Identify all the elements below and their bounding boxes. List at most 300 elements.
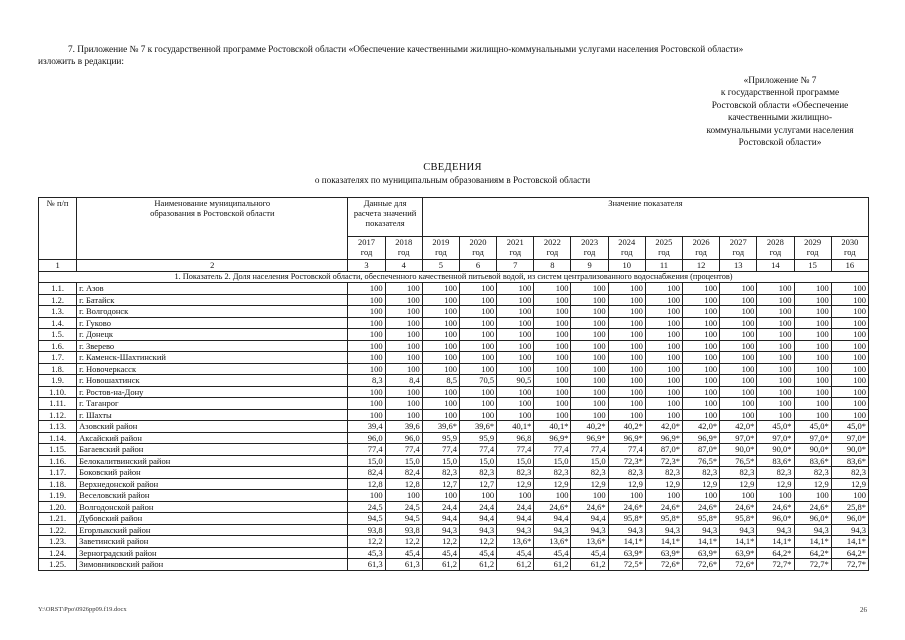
row-number: 1.8. (39, 363, 77, 375)
value-cell: 12,7 (422, 478, 459, 490)
value-cell: 94,3 (571, 524, 608, 536)
value-cell: 100 (422, 490, 459, 502)
value-cell: 96,0* (794, 513, 831, 525)
value-cell: 100 (608, 317, 645, 329)
value-cell: 96,9* (645, 432, 682, 444)
value-cell: 82,3 (645, 467, 682, 479)
value-cell: 100 (645, 375, 682, 387)
year-header (683, 237, 720, 260)
value-cell: 100 (348, 317, 385, 329)
value-cell: 100 (757, 375, 794, 387)
value-cell: 100 (757, 386, 794, 398)
column-number: 11 (645, 260, 682, 272)
table-row (39, 398, 869, 410)
year-label: 2023 (581, 237, 599, 247)
value-cell: 12,9 (831, 478, 868, 490)
value-cell: 100 (348, 352, 385, 364)
value-cell: 96,0 (348, 432, 385, 444)
value-cell: 100 (683, 386, 720, 398)
column-number: 16 (831, 260, 868, 272)
value-cell: 82,3 (720, 467, 757, 479)
value-cell: 100 (608, 306, 645, 318)
column-number: 6 (459, 260, 496, 272)
value-cell: 8,5 (422, 375, 459, 387)
value-cell: 72,3* (608, 455, 645, 467)
value-cell: 82,3 (757, 467, 794, 479)
value-cell: 100 (385, 352, 422, 364)
value-cell: 61,3 (385, 559, 422, 571)
value-cell: 100 (645, 363, 682, 375)
value-cell: 61,2 (422, 559, 459, 571)
table-row (39, 547, 869, 559)
value-cell: 100 (385, 409, 422, 421)
municipality-name: Дубовский район (77, 513, 348, 525)
value-cell: 95,9 (459, 432, 496, 444)
value-cell: 12,2 (459, 536, 496, 548)
intro-line-1: 7. Приложение № 7 к государственной программе Ростовской области «Обеспечение качественными жилищно-коммунальными услугами населения Ростовской области» (68, 45, 744, 55)
value-cell: 12,8 (385, 478, 422, 490)
value-cell: 87,0* (683, 444, 720, 456)
value-cell: 97,0* (720, 432, 757, 444)
value-cell: 100 (720, 329, 757, 341)
value-cell: 61,2 (459, 559, 496, 571)
value-cell: 100 (757, 283, 794, 295)
row-number: 1.18. (39, 478, 77, 490)
value-cell: 42,0* (720, 421, 757, 433)
column-number: 14 (757, 260, 794, 272)
value-cell: 100 (645, 340, 682, 352)
value-cell: 100 (831, 294, 868, 306)
value-cell: 100 (608, 294, 645, 306)
value-cell: 96,0* (757, 513, 794, 525)
value-cell: 15,0 (348, 455, 385, 467)
value-cell: 100 (459, 352, 496, 364)
value-cell: 72,7* (757, 559, 794, 571)
table-row (39, 478, 869, 490)
table-row (39, 352, 869, 364)
value-cell: 100 (497, 409, 534, 421)
value-cell: 100 (534, 294, 571, 306)
value-cell: 100 (608, 398, 645, 410)
year-header (608, 237, 645, 260)
table-row (39, 421, 869, 433)
column-number: 4 (385, 260, 422, 272)
municipality-name: Багаевский район (77, 444, 348, 456)
value-cell: 100 (534, 490, 571, 502)
value-cell: 100 (831, 317, 868, 329)
year-label: 2017 (358, 237, 376, 247)
value-cell: 95,8* (645, 513, 682, 525)
value-cell: 100 (422, 329, 459, 341)
value-cell: 24,6* (794, 501, 831, 513)
value-cell: 12,7 (459, 478, 496, 490)
appendix-line: «Приложение № 7 (743, 76, 817, 86)
table-row (39, 386, 869, 398)
value-cell: 14,1* (831, 536, 868, 548)
year-label: 2029 (804, 237, 822, 247)
value-cell: 100 (348, 294, 385, 306)
value-cell: 100 (683, 363, 720, 375)
table-row (39, 513, 869, 525)
value-cell: 100 (683, 398, 720, 410)
appendix-line: коммунальными услугами населения (706, 125, 854, 136)
year-unit: год (806, 247, 819, 257)
row-number: 1.7. (39, 352, 77, 364)
column-number: 5 (422, 260, 459, 272)
value-cell: 14,1* (720, 536, 757, 548)
value-cell: 97,0* (794, 432, 831, 444)
value-cell: 24,5 (348, 501, 385, 513)
value-cell: 8,3 (348, 375, 385, 387)
value-cell: 100 (757, 317, 794, 329)
value-cell: 100 (757, 340, 794, 352)
year-label: 2025 (655, 237, 673, 247)
value-cell: 97,0* (757, 432, 794, 444)
value-cell: 100 (459, 294, 496, 306)
value-cell: 100 (645, 398, 682, 410)
value-cell: 100 (720, 409, 757, 421)
value-cell: 100 (608, 375, 645, 387)
value-cell: 72,5* (608, 559, 645, 571)
year-label: 2021 (506, 237, 524, 247)
row-number: 1.9. (39, 375, 77, 387)
table-row (39, 340, 869, 352)
value-cell: 39,6 (385, 421, 422, 433)
municipality-name: Егорлыкский район (77, 524, 348, 536)
value-cell: 100 (645, 490, 682, 502)
value-cell: 83,6* (757, 455, 794, 467)
row-number: 1.20. (39, 501, 77, 513)
value-cell: 100 (348, 386, 385, 398)
value-cell: 96,9* (534, 432, 571, 444)
value-cell: 63,9* (645, 547, 682, 559)
value-cell: 100 (831, 398, 868, 410)
column-number: 1 (39, 260, 77, 272)
value-cell: 100 (794, 386, 831, 398)
value-cell: 100 (459, 329, 496, 341)
value-cell: 100 (422, 386, 459, 398)
value-cell: 100 (645, 386, 682, 398)
row-number: 1.5. (39, 329, 77, 341)
year-label: 2030 (841, 237, 859, 247)
value-cell: 100 (422, 352, 459, 364)
year-header (794, 237, 831, 260)
value-cell: 24,4 (497, 501, 534, 513)
value-cell: 95,8* (720, 513, 757, 525)
column-number: 8 (534, 260, 571, 272)
intro-line-2: изложить в редакции: (38, 57, 124, 67)
value-cell: 94,3 (422, 524, 459, 536)
column-number: 10 (608, 260, 645, 272)
value-cell: 100 (422, 409, 459, 421)
value-cell: 100 (534, 363, 571, 375)
year-header (645, 237, 682, 260)
year-unit: год (658, 247, 670, 257)
value-cell: 45,4 (459, 547, 496, 559)
value-cell: 94,4 (497, 513, 534, 525)
value-cell: 100 (497, 398, 534, 410)
value-cell: 94,3 (534, 524, 571, 536)
municipality-name: г. Новочеркасск (77, 363, 348, 375)
value-cell: 100 (422, 294, 459, 306)
value-cell: 94,3 (831, 524, 868, 536)
value-cell: 100 (422, 283, 459, 295)
value-cell: 13,6* (534, 536, 571, 548)
value-cell: 100 (534, 375, 571, 387)
value-cell: 42,0* (645, 421, 682, 433)
year-header (831, 237, 868, 260)
year-label: 2028 (766, 237, 784, 247)
value-cell: 82,3 (831, 467, 868, 479)
value-cell: 12,9 (794, 478, 831, 490)
value-cell: 100 (348, 398, 385, 410)
value-cell: 100 (645, 306, 682, 318)
value-cell: 90,5 (497, 375, 534, 387)
value-cell: 64,2* (831, 547, 868, 559)
value-cell: 100 (757, 294, 794, 306)
appendix-line: к государственной программе (720, 88, 840, 99)
value-cell: 100 (794, 409, 831, 421)
value-cell: 100 (831, 490, 868, 502)
value-cell: 12,9 (497, 478, 534, 490)
value-cell: 14,1* (608, 536, 645, 548)
municipality-name: г. Гуково (77, 317, 348, 329)
header-num: № п/п (39, 198, 77, 260)
value-cell: 100 (683, 409, 720, 421)
value-cell: 24,6* (534, 501, 571, 513)
value-cell: 100 (497, 490, 534, 502)
municipality-name: Веселовский район (77, 490, 348, 502)
value-cell: 82,3 (422, 467, 459, 479)
value-cell: 100 (422, 306, 459, 318)
value-cell: 14,1* (645, 536, 682, 548)
column-number: 15 (794, 260, 831, 272)
value-cell: 100 (497, 283, 534, 295)
value-cell: 100 (608, 329, 645, 341)
document-title: СВЕДЕНИЯ (423, 162, 482, 173)
value-cell: 100 (385, 340, 422, 352)
value-cell: 100 (683, 340, 720, 352)
header-name: Наименование муниципального образования в Ростовской области (77, 198, 348, 260)
value-cell: 100 (571, 363, 608, 375)
value-cell: 100 (385, 363, 422, 375)
value-cell: 14,1* (757, 536, 794, 548)
value-cell: 13,6* (571, 536, 608, 548)
value-cell: 100 (422, 398, 459, 410)
row-number: 1.25. (39, 559, 77, 571)
table-row (39, 306, 869, 318)
value-cell: 100 (571, 283, 608, 295)
value-cell: 94,5 (348, 513, 385, 525)
value-cell: 100 (497, 294, 534, 306)
value-cell: 100 (831, 340, 868, 352)
value-cell: 100 (459, 317, 496, 329)
value-cell: 24,6* (683, 501, 720, 513)
value-cell: 100 (534, 340, 571, 352)
value-cell: 100 (534, 317, 571, 329)
appendix-heading (690, 75, 870, 149)
row-number: 1.2. (39, 294, 77, 306)
value-cell: 94,3 (683, 524, 720, 536)
table-row (39, 432, 869, 444)
row-number: 1.4. (39, 317, 77, 329)
value-cell: 100 (385, 398, 422, 410)
value-cell: 100 (757, 409, 794, 421)
value-cell: 90,0* (757, 444, 794, 456)
value-cell: 100 (720, 352, 757, 364)
value-cell: 100 (720, 306, 757, 318)
municipality-name: г. Шахты (77, 409, 348, 421)
year-unit: год (695, 247, 707, 257)
value-cell: 100 (720, 386, 757, 398)
value-cell: 45,4 (534, 547, 571, 559)
value-cell: 24,4 (459, 501, 496, 513)
value-cell: 45,0* (794, 421, 831, 433)
value-cell: 100 (571, 386, 608, 398)
value-cell: 100 (497, 306, 534, 318)
value-cell: 100 (459, 490, 496, 502)
value-cell: 82,3 (683, 467, 720, 479)
value-cell: 61,3 (348, 559, 385, 571)
municipality-name: г. Волгодонск (77, 306, 348, 318)
table-row (39, 501, 869, 513)
year-label: 2026 (692, 237, 710, 247)
value-cell: 82,3 (459, 467, 496, 479)
value-cell: 96,0* (831, 513, 868, 525)
row-number: 1.22. (39, 524, 77, 536)
municipality-name: г. Ростов-на-Дону (77, 386, 348, 398)
value-cell: 100 (459, 306, 496, 318)
year-unit: год (360, 247, 373, 257)
municipality-name: Боковский район (77, 467, 348, 479)
value-cell: 61,2 (571, 559, 608, 571)
value-cell: 100 (720, 398, 757, 410)
row-number: 1.14. (39, 432, 77, 444)
year-label: 2027 (729, 237, 747, 247)
value-cell: 61,2 (497, 559, 534, 571)
value-cell: 39,4 (348, 421, 385, 433)
page-number: 26 (860, 606, 867, 614)
municipality-name: г. Азов (77, 283, 348, 295)
value-cell: 94,3 (459, 524, 496, 536)
value-cell: 13,6* (497, 536, 534, 548)
value-cell: 100 (571, 490, 608, 502)
section-heading: 1. Показатель 2. Доля населения Ростовской области, обеспеченного качественной питьевой водой, из систем централизованного водоснабжения (процентов) (39, 271, 869, 283)
value-cell: 45,0* (831, 421, 868, 433)
value-cell: 100 (608, 409, 645, 421)
year-unit: год (620, 247, 633, 257)
value-cell: 100 (497, 329, 534, 341)
year-unit: год (509, 247, 522, 257)
value-cell: 94,4 (459, 513, 496, 525)
value-cell: 93,8 (348, 524, 385, 536)
value-cell: 24,5 (385, 501, 422, 513)
row-number: 1.1. (39, 283, 77, 295)
value-cell: 100 (459, 283, 496, 295)
value-cell: 100 (794, 375, 831, 387)
value-cell: 100 (831, 283, 868, 295)
value-cell: 94,4 (571, 513, 608, 525)
value-cell: 100 (683, 294, 720, 306)
year-header (385, 237, 422, 260)
value-cell: 95,8* (608, 513, 645, 525)
value-cell: 63,9* (720, 547, 757, 559)
value-cell: 100 (497, 386, 534, 398)
value-cell: 100 (534, 329, 571, 341)
value-cell: 96,9* (683, 432, 720, 444)
value-cell: 77,4 (497, 444, 534, 456)
value-cell: 12,2 (348, 536, 385, 548)
column-number-row (39, 260, 869, 272)
value-cell: 100 (645, 317, 682, 329)
value-cell: 72,6* (645, 559, 682, 571)
year-unit: год (546, 247, 559, 257)
document-subtitle: о показателях по муниципальным образованиям в Ростовской области (314, 175, 591, 185)
year-label: 2019 (432, 237, 450, 247)
year-header (459, 237, 496, 260)
value-cell: 100 (571, 375, 608, 387)
table-row (39, 536, 869, 548)
row-number: 1.24. (39, 547, 77, 559)
value-cell: 90,0* (720, 444, 757, 456)
value-cell: 100 (794, 306, 831, 318)
value-cell: 100 (348, 306, 385, 318)
column-number: 3 (348, 260, 385, 272)
municipality-name: г. Зверево (77, 340, 348, 352)
value-cell: 12,9 (720, 478, 757, 490)
municipality-name: г. Новошахтинск (77, 375, 348, 387)
municipality-name: Верхнедонской район (77, 478, 348, 490)
value-cell: 100 (571, 329, 608, 341)
value-cell: 12,9 (757, 478, 794, 490)
row-number: 1.6. (39, 340, 77, 352)
value-cell: 100 (720, 294, 757, 306)
value-cell: 45,4 (571, 547, 608, 559)
value-cell: 12,9 (534, 478, 571, 490)
value-cell: 100 (348, 329, 385, 341)
intro-paragraph (38, 44, 868, 68)
value-cell: 100 (720, 375, 757, 387)
value-cell: 63,9* (608, 547, 645, 559)
value-cell: 94,3 (645, 524, 682, 536)
value-cell: 94,3 (794, 524, 831, 536)
value-cell: 40,1* (534, 421, 571, 433)
value-cell: 100 (794, 283, 831, 295)
value-cell: 100 (459, 386, 496, 398)
value-cell: 100 (794, 363, 831, 375)
value-cell: 100 (831, 409, 868, 421)
value-cell: 100 (683, 283, 720, 295)
value-cell: 100 (459, 409, 496, 421)
value-cell: 100 (534, 386, 571, 398)
value-cell: 100 (831, 386, 868, 398)
value-cell: 40,2* (608, 421, 645, 433)
value-cell: 12,2 (385, 536, 422, 548)
value-cell: 100 (794, 490, 831, 502)
value-cell: 39,6* (422, 421, 459, 433)
value-cell: 100 (459, 340, 496, 352)
indicators-table (38, 197, 869, 571)
value-cell: 100 (645, 294, 682, 306)
value-cell: 15,0 (422, 455, 459, 467)
value-cell: 82,4 (385, 467, 422, 479)
value-cell: 96,0 (385, 432, 422, 444)
value-cell: 77,4 (385, 444, 422, 456)
value-cell: 96,8 (497, 432, 534, 444)
value-cell: 24,6* (757, 501, 794, 513)
year-header (534, 237, 571, 260)
value-cell: 15,0 (571, 455, 608, 467)
